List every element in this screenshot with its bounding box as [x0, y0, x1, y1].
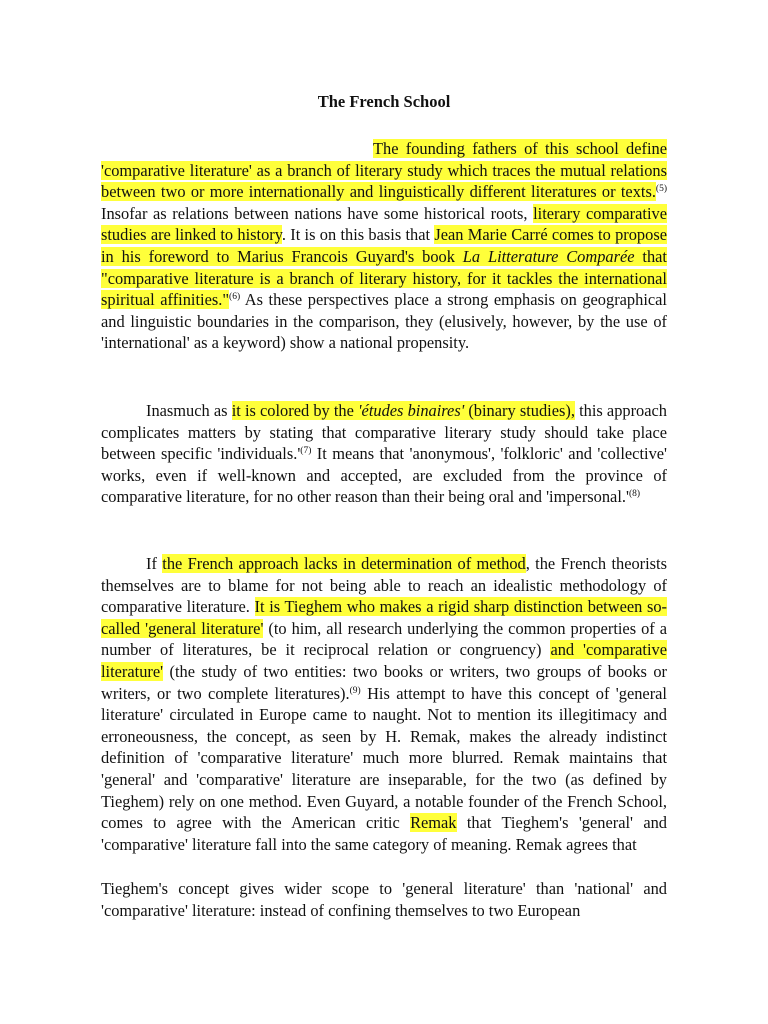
highlight: It is Tieghem who makes a rigid sharp distinction between so-called 'general literature' [101, 597, 667, 638]
footnote-ref-8: (8) [628, 489, 641, 500]
text-span: Insofar as relations between nations have some historical roots, [101, 203, 534, 223]
text-span: His attempt to have this concept of 'general literature' circulated in Europe came to naught. Not to mention its illegitimacy and erroneousness, the concept, as seen by H. Remak, makes the already indistinct definition of 'comparative literature' much more blurred. Remak maintains that 'general' and 'comparative' literature are inseparable, for the two (as defined by Tieghem) rely on one method. Even Guyard, a notable founder of the French School, comes to agree with the American critic [101, 683, 667, 833]
text-span: (binary studies), [464, 401, 575, 420]
highlight: the French approach lacks in determination of method [162, 554, 526, 573]
text-span: , the French theorists themselves are to blame for not being able to reach an idealistic methodology of comparative literature. [101, 554, 667, 617]
text-span: that "comparative literature is a branch of literary history, for it tackles the international spiritual affinities." [101, 246, 667, 310]
footnote-ref-9: (9) [349, 685, 361, 696]
footnote-ref-6: (6) [229, 292, 241, 303]
paragraph-3 [101, 553, 667, 855]
paragraph-4 [101, 878, 667, 921]
paragraph-1 [101, 138, 667, 354]
book-title: La Litterature Comparée [462, 246, 635, 266]
text-span: (the study of two entities: two books or writers, two groups of books or writers, or two complete literatures). [101, 661, 667, 703]
text-span: It means that 'anonymous', 'folkloric' and 'collective' works, even if well-known and accepted, are excluded from the province of comparative literature, for no other reason than their being oral and 'impersonal.' [101, 444, 667, 507]
text-span: . It is on this basis that [281, 225, 435, 245]
paragraph-2 [101, 400, 667, 508]
page-title: The French School [317, 92, 451, 111]
text-span: Inasmuch as [146, 401, 232, 420]
text-span: that Tieghem's 'general' and 'comparative' literature fall into the same category of meaning. Remak agrees that [101, 813, 667, 854]
text-span: As these perspectives place a strong emphasis on geographical and linguistic boundaries in the comparison, they (elusively, however, by the use of 'international' as a keyword) show a national propensity. [101, 290, 667, 353]
text-span: If [146, 554, 163, 573]
text-span: Jean Marie Carré comes to propose in his foreword to Marius Francois Guyard's book [101, 225, 667, 266]
highlight [232, 401, 575, 420]
italic-term: 'études binaires' [358, 401, 465, 420]
text-span: this approach complicates matters by stating that comparative literary study should take place between specific 'individuals.' [101, 401, 667, 464]
highlight: The founding fathers of this school define 'comparative literature' as a branch of literary study which traces the mutual relations between two or more internationally and linguistically different literatures or texts. [101, 139, 667, 202]
text-span: (to him, all research underlying the common properties of a number of literatures, be it reciprocal relation or congruency) [101, 618, 667, 660]
text-span: Tieghem's concept gives wider scope to 'general literature' than 'national' and 'comparative' literature: instead of confining themselves to two European [101, 879, 667, 920]
footnote-ref-7: (7) [300, 446, 312, 457]
highlight: Remak [410, 813, 457, 833]
highlight: literary comparative studies are linked to history [101, 203, 667, 245]
footnote-ref-5: (5) [655, 184, 667, 195]
highlight: and 'comparative literature' [101, 640, 668, 681]
text-span: it is colored by the [231, 401, 359, 420]
